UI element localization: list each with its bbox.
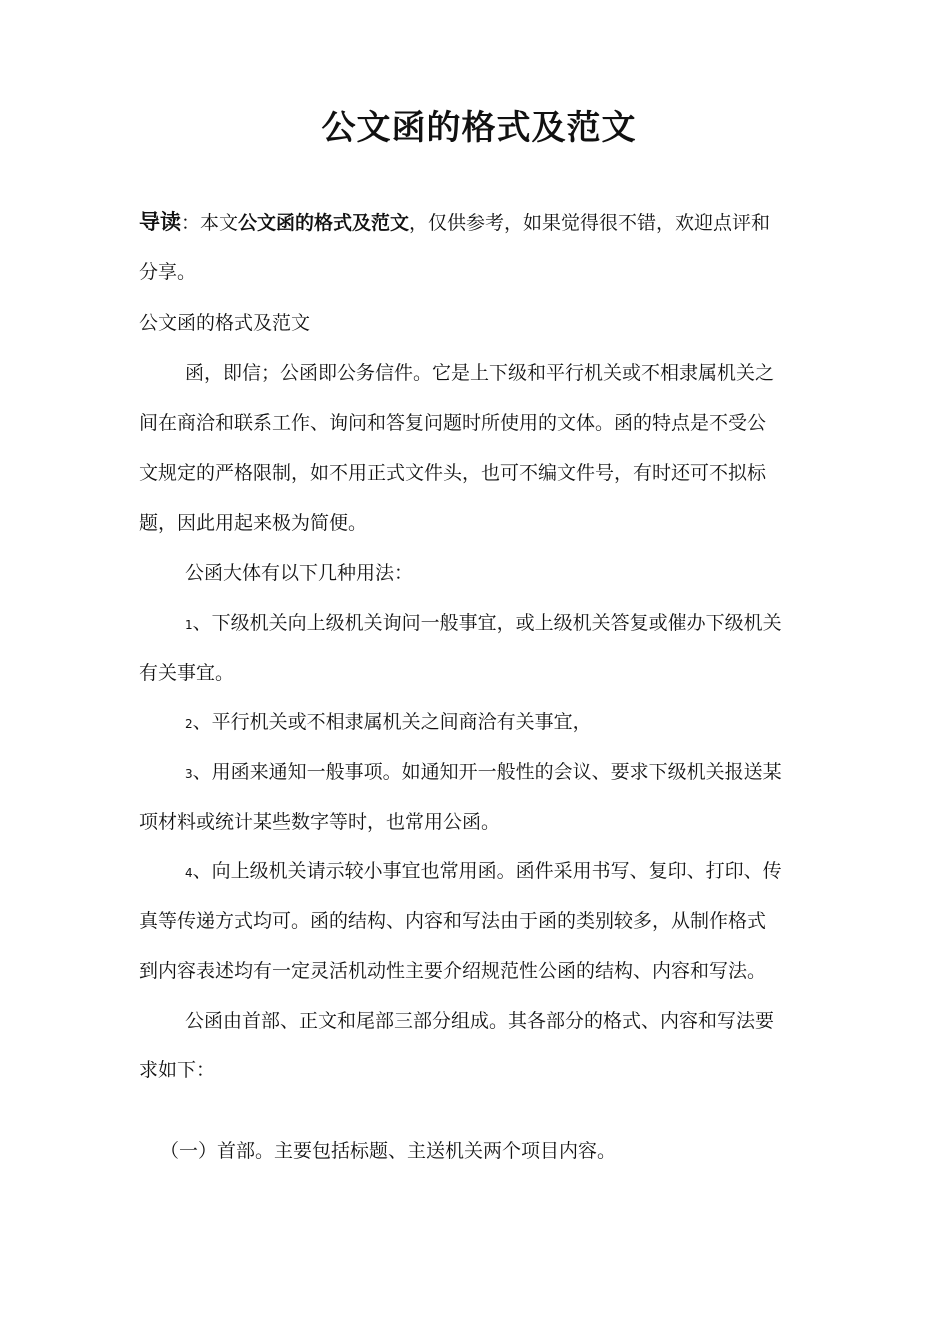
paragraph-line: 函，即信；公函即公务信件。它是上下级和平行机关或不相隶属机关之 [185,362,775,384]
paragraph-line: 到内容表述均有一定灵活机动性主要介绍规范性公函的结构、内容和写法。 [139,960,767,982]
intro-label: 导读 [139,210,181,234]
document-title: 公文函的格式及范文 [321,108,637,148]
list-text: 、平行机关或不相隶属机关之间商洽有关事宜， [192,711,592,733]
list-number: 2 [185,717,193,731]
paragraph-line: 求如下： [139,1059,216,1081]
list-text: 、用函来通知一般事项。如通知开一般性的会议、要求下级机关报送某 [192,761,782,783]
section-heading: （一）首部。主要包括标题、主送机关两个项目内容。 [160,1140,617,1162]
paragraph-line: 真等传递方式均可。函的结构、内容和写法由于函的类别较多，从制作格式 [139,910,767,932]
list-item-1 [185,610,782,638]
intro-rest: ，仅供参考，如果觉得很不错，欢迎点评和 [409,212,771,234]
intro-line-2: 分享。 [139,261,197,283]
paragraph-line: 间在商洽和联系工作、询问和答复问题时所使用的文体。函的特点是不受公 [139,412,767,434]
intro-colon: ： [181,212,201,234]
list-number: 4 [185,866,193,880]
list-text: 、向上级机关请示较小事宜也常用函。函件采用书写、复印、打印、传 [192,860,782,882]
intro-title-ref: 公文函的格式及范文 [238,212,410,234]
paragraph-line: 公函由首部、正文和尾部三部分组成。其各部分的格式、内容和写法要 [185,1010,775,1032]
document-subtitle: 公文函的格式及范文 [139,312,311,334]
paragraph-line: 文规定的严格限制，如不用正式文件头，也可不编文件号，有时还可不拟标 [139,462,767,484]
list-item-2 [185,709,592,737]
list-item-4 [185,858,782,886]
list-number: 3 [185,767,193,781]
list-item-3 [185,759,782,787]
intro-line-1 [139,209,770,236]
paragraph-line: 公函大体有以下几种用法： [185,562,414,584]
paragraph-line: 项材料或统计某些数字等时，也常用公函。 [139,811,501,833]
intro-prefix: 本文 [200,212,239,234]
list-text: 、下级机关向上级机关询问一般事宜，或上级机关答复或催办下级机关 [192,612,782,634]
paragraph-line: 有关事宜。 [139,662,235,684]
list-number: 1 [185,618,193,632]
paragraph-line: 题，因此用起来极为简便。 [139,512,368,534]
